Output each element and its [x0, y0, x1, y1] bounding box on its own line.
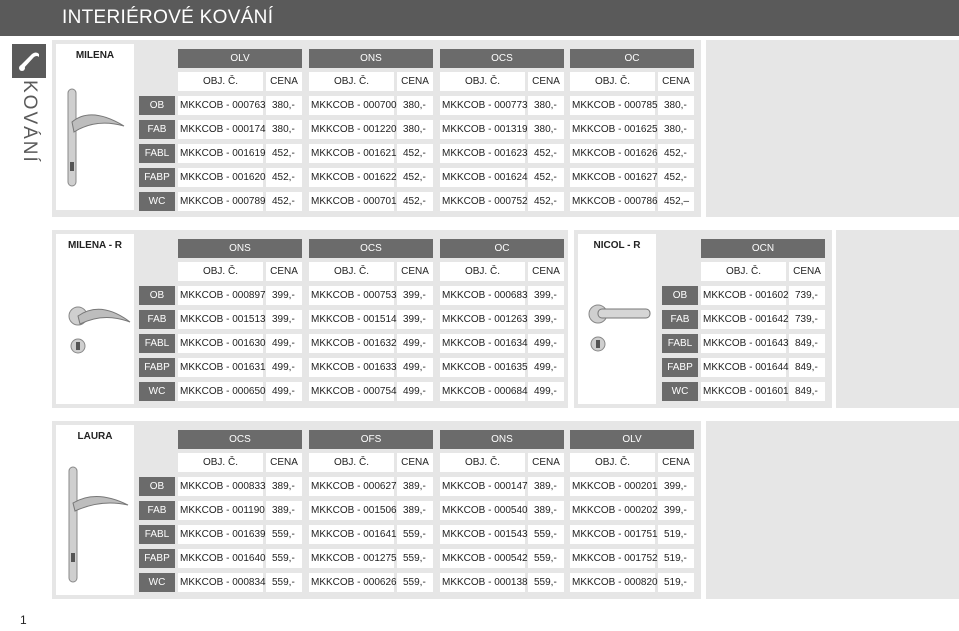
product-code: MKKCOB - 001621	[309, 144, 394, 163]
product-price: 452,-	[397, 168, 433, 187]
product-code: MKKCOB - 001263	[440, 310, 525, 329]
panel-laura-extra	[706, 421, 959, 599]
row-label: WC	[139, 382, 175, 401]
header-bar	[0, 0, 959, 36]
product-price: 849,-	[789, 358, 825, 377]
column-header-price: CENA	[658, 453, 694, 472]
product-code: MKKCOB - 000540	[440, 501, 525, 520]
column-header-code: OBJ. Č.	[178, 453, 263, 472]
product-code: MKKCOB - 000820	[570, 573, 655, 592]
column-header-code: OBJ. Č.	[440, 453, 525, 472]
product-code: MKKCOB - 000650	[178, 382, 263, 401]
product-code: MKKCOB - 000789	[178, 192, 263, 211]
product-price: 559,-	[266, 549, 302, 568]
row-label: WC	[139, 192, 175, 211]
product-price: 559,-	[397, 549, 433, 568]
row-label: FAB	[139, 501, 175, 520]
row-label: FABL	[139, 144, 175, 163]
product-price: 452,-	[397, 144, 433, 163]
product-code: MKKCOB - 000626	[309, 573, 394, 592]
product-price: 499,-	[266, 358, 302, 377]
product-price: 389,-	[528, 501, 564, 520]
product-code: MKKCOB - 000786	[570, 192, 655, 211]
product-price: 399,-	[528, 310, 564, 329]
product-price: 499,-	[397, 382, 433, 401]
product-name: NICOL - R	[593, 240, 641, 251]
row-label: WC	[662, 382, 698, 401]
row-label: FAB	[139, 310, 175, 329]
product-price: 399,-	[266, 310, 302, 329]
product-price: 452,-	[397, 192, 433, 211]
product-code: MKKCOB - 000834	[178, 573, 263, 592]
product-code: MKKCOB - 000138	[440, 573, 525, 592]
product-price: 399,-	[658, 501, 694, 520]
product-price: 389,-	[266, 501, 302, 520]
product-code: MKKCOB - 001623	[440, 144, 525, 163]
product-price: 380,-	[397, 120, 433, 139]
row-label: FABL	[139, 334, 175, 353]
column-header-code: OBJ. Č.	[440, 72, 525, 91]
product-code: MKKCOB - 001601	[701, 382, 786, 401]
column-header-price: CENA	[528, 453, 564, 472]
finish-header: OCS	[178, 430, 302, 449]
product-code: MKKCOB - 001751	[570, 525, 655, 544]
product-price: 399,-	[397, 286, 433, 305]
product-price: 399,-	[266, 286, 302, 305]
product-price: 559,-	[528, 549, 564, 568]
door-handle-plate-icon	[56, 425, 134, 595]
product-price: 452,–	[658, 192, 694, 211]
row-label: OB	[139, 96, 175, 115]
row-label: FABP	[662, 358, 698, 377]
product-name: LAURA	[77, 431, 113, 442]
side-label-text: KOVÁNÍ	[19, 80, 40, 164]
product-code: MKKCOB - 001644	[701, 358, 786, 377]
finish-header: OLV	[178, 49, 302, 68]
row-label: FABP	[139, 549, 175, 568]
panel-milena-extra	[706, 40, 959, 217]
product-price: 559,-	[266, 573, 302, 592]
row-label: WC	[139, 573, 175, 592]
door-handle-rosette-icon	[56, 234, 134, 404]
product-price: 452,-	[528, 168, 564, 187]
product-price: 499,-	[528, 358, 564, 377]
product-code: MKKCOB - 000833	[178, 477, 263, 496]
row-label: FABL	[662, 334, 698, 353]
finish-header: ONS	[178, 239, 302, 258]
product-price: 380,-	[266, 120, 302, 139]
product-code: MKKCOB - 000147	[440, 477, 525, 496]
product-code: MKKCOB - 001543	[440, 525, 525, 544]
page-title: INTERIÉROVÉ KOVÁNÍ	[62, 7, 274, 28]
product-price: 380,-	[266, 96, 302, 115]
product-price: 399,-	[658, 477, 694, 496]
product-price: 389,-	[397, 501, 433, 520]
product-price: 389,-	[266, 477, 302, 496]
finish-header: OFS	[309, 430, 433, 449]
row-label: OB	[139, 286, 175, 305]
product-code: MKKCOB - 000683	[440, 286, 525, 305]
row-label: OB	[662, 286, 698, 305]
product-price: 380,-	[528, 120, 564, 139]
product-image-nicol-r	[578, 234, 656, 404]
product-price: 559,-	[397, 573, 433, 592]
finish-header: OC	[570, 49, 694, 68]
column-header-price: CENA	[266, 453, 302, 472]
product-code: MKKCOB - 001640	[178, 549, 263, 568]
product-price: 452,-	[528, 192, 564, 211]
product-code: MKKCOB - 000785	[570, 96, 655, 115]
product-price: 452,-	[266, 144, 302, 163]
product-code: MKKCOB - 000700	[309, 96, 394, 115]
product-price: 452,-	[658, 144, 694, 163]
row-label: FAB	[139, 120, 175, 139]
product-name: MILENA - R	[67, 240, 123, 251]
product-price: 399,-	[397, 310, 433, 329]
product-code: MKKCOB - 000542	[440, 549, 525, 568]
finish-header: OCS	[309, 239, 433, 258]
product-price: 559,-	[528, 573, 564, 592]
product-price: 519,-	[658, 525, 694, 544]
product-code: MKKCOB - 001752	[570, 549, 655, 568]
product-code: MKKCOB - 001627	[570, 168, 655, 187]
product-image-milena	[56, 44, 134, 210]
product-price: 499,-	[397, 334, 433, 353]
column-header-price: CENA	[658, 72, 694, 91]
column-header-code: OBJ. Č.	[440, 262, 525, 281]
page-number: 1	[20, 613, 27, 627]
product-code: MKKCOB - 000201	[570, 477, 655, 496]
finish-header: OC	[440, 239, 564, 258]
product-name: MILENA	[75, 50, 115, 61]
column-header-price: CENA	[528, 72, 564, 91]
column-header-code: OBJ. Č.	[701, 262, 786, 281]
column-header-price: CENA	[528, 262, 564, 281]
product-price: 380,-	[658, 120, 694, 139]
product-code: MKKCOB - 000763	[178, 96, 263, 115]
product-code: MKKCOB - 000753	[309, 286, 394, 305]
product-code: MKKCOB - 000752	[440, 192, 525, 211]
product-price: 559,-	[266, 525, 302, 544]
column-header-price: CENA	[266, 262, 302, 281]
product-code: MKKCOB - 001625	[570, 120, 655, 139]
product-code: MKKCOB - 000627	[309, 477, 394, 496]
product-price: 399,-	[528, 286, 564, 305]
product-code: MKKCOB - 001641	[309, 525, 394, 544]
product-price: 380,-	[658, 96, 694, 115]
product-code: MKKCOB - 001642	[701, 310, 786, 329]
product-code: MKKCOB - 001619	[178, 144, 263, 163]
row-label: FABP	[139, 358, 175, 377]
product-code: MKKCOB - 000773	[440, 96, 525, 115]
product-price: 380,-	[528, 96, 564, 115]
finish-header: OCN	[701, 239, 825, 258]
product-code: MKKCOB - 000754	[309, 382, 394, 401]
product-image-milena-r	[56, 234, 134, 404]
product-price: 499,-	[266, 382, 302, 401]
row-label: FAB	[662, 310, 698, 329]
product-code: MKKCOB - 001275	[309, 549, 394, 568]
product-code: MKKCOB - 000897	[178, 286, 263, 305]
column-header-code: OBJ. Č.	[309, 72, 394, 91]
finish-header: ONS	[309, 49, 433, 68]
column-header-code: OBJ. Č.	[570, 453, 655, 472]
product-price: 519,-	[658, 549, 694, 568]
column-header-code: OBJ. Č.	[309, 453, 394, 472]
finish-header: OCS	[440, 49, 564, 68]
product-price: 452,-	[266, 168, 302, 187]
column-header-price: CENA	[266, 72, 302, 91]
door-handle-icon	[12, 44, 46, 78]
product-price: 499,-	[397, 358, 433, 377]
product-code: MKKCOB - 000202	[570, 501, 655, 520]
product-price: 452,-	[528, 144, 564, 163]
column-header-code: OBJ. Č.	[309, 262, 394, 281]
product-price: 849,-	[789, 382, 825, 401]
product-code: MKKCOB - 001635	[440, 358, 525, 377]
product-code: MKKCOB - 001632	[309, 334, 394, 353]
product-code: MKKCOB - 001631	[178, 358, 263, 377]
product-price: 452,-	[266, 192, 302, 211]
product-code: MKKCOB - 001620	[178, 168, 263, 187]
product-price: 739,-	[789, 310, 825, 329]
product-price: 849,-	[789, 334, 825, 353]
column-header-price: CENA	[397, 262, 433, 281]
column-header-code: OBJ. Č.	[570, 72, 655, 91]
side-category-label	[16, 80, 44, 164]
product-price: 739,-	[789, 286, 825, 305]
row-label: OB	[139, 477, 175, 496]
product-code: MKKCOB - 001639	[178, 525, 263, 544]
product-code: MKKCOB - 000684	[440, 382, 525, 401]
product-code: MKKCOB - 001190	[178, 501, 263, 520]
product-price: 380,-	[397, 96, 433, 115]
door-handle-rosette-icon	[578, 234, 656, 404]
product-price: 559,-	[397, 525, 433, 544]
column-header-code: OBJ. Č.	[178, 262, 263, 281]
product-code: MKKCOB - 001220	[309, 120, 394, 139]
row-label: FABP	[139, 168, 175, 187]
product-price: 452,-	[658, 168, 694, 187]
product-code: MKKCOB - 000701	[309, 192, 394, 211]
row-label: FABL	[139, 525, 175, 544]
finish-header: OLV	[570, 430, 694, 449]
product-price: 389,-	[397, 477, 433, 496]
product-code: MKKCOB - 001624	[440, 168, 525, 187]
product-code: MKKCOB - 001513	[178, 310, 263, 329]
product-image-laura	[56, 425, 134, 595]
product-code: MKKCOB - 001514	[309, 310, 394, 329]
column-header-price: CENA	[789, 262, 825, 281]
product-code: MKKCOB - 001630	[178, 334, 263, 353]
product-price: 519,-	[658, 573, 694, 592]
product-code: MKKCOB - 001633	[309, 358, 394, 377]
product-price: 559,-	[528, 525, 564, 544]
product-price: 499,-	[266, 334, 302, 353]
product-price: 499,-	[528, 334, 564, 353]
product-price: 499,-	[528, 382, 564, 401]
panel-nicol-extra	[836, 230, 959, 408]
column-header-price: CENA	[397, 72, 433, 91]
finish-header: ONS	[440, 430, 564, 449]
column-header-price: CENA	[397, 453, 433, 472]
product-code: MKKCOB - 001319	[440, 120, 525, 139]
product-code: MKKCOB - 001506	[309, 501, 394, 520]
column-header-code: OBJ. Č.	[178, 72, 263, 91]
product-code: MKKCOB - 001602	[701, 286, 786, 305]
door-handle-plate-icon	[56, 44, 134, 210]
product-code: MKKCOB - 001626	[570, 144, 655, 163]
product-code: MKKCOB - 000174	[178, 120, 263, 139]
product-code: MKKCOB - 001634	[440, 334, 525, 353]
product-code: MKKCOB - 001643	[701, 334, 786, 353]
product-code: MKKCOB - 001622	[309, 168, 394, 187]
product-price: 389,-	[528, 477, 564, 496]
